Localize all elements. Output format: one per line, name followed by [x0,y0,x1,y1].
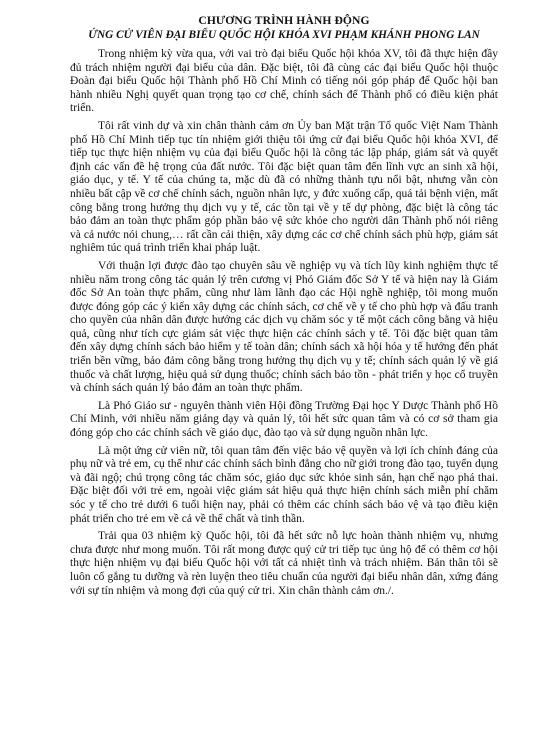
paragraph-6: Trải qua 03 nhiệm kỳ Quốc hội, tôi đã hết sức nỗ lực hoàn thành nhiệm vụ, nhưng chưa được như mong muốn. Tôi rất mong được quý cử tri tiếp tục ủng hộ để có thêm cơ hội thực hiện nhiệm vụ đại biểu Quốc hội với tất cả nhiệt tình và trách nhiệm. Bản thân tôi sẽ luôn cố gắng tu dưỡng và rèn luyện theo tiêu chuẩn của người đại biểu nhân dân, xứng đáng với sự tín nhiệm và mong đợi của quý cử tri. Xin chân thành cảm ơn./. [70,530,498,597]
paragraph-3: Với thuận lợi được đào tạo chuyên sâu về nghiệp vụ và tích lũy kinh nghiệm thực tế nhiều năm trong công tác quản lý trên cương vị Phó Giám đốc Sở Y tế và hiện nay là Giám đốc Sở An toàn thực phẩm, cũng như làm lãnh đạo các Hội nghề nghiệp, tôi mong muốn được đóng góp các ý kiến xây dựng các chính sách, cơ chế về y tế cho phù hợp và đấu tranh cho quyền của nhân dân được hưởng các dịch vụ chăm sóc y tế một cách công bằng và hiệu quả, cũng như tích cực giám sát việc thực hiện các chính sách y tế. Tôi đặc biệt quan tâm đến xây dựng chính sách bảo hiểm y tế toàn dân; chính sách xã hội hóa y tế hướng đến phát triển bền vững, bảo đảm công bằng trong hưởng thụ dịch vụ y tế; chính sách quản lý về giá thuốc và chất lượng, hiệu quả sử dụng thuốc; chính sách bảo tồn - phát triển y học cổ truyền và chính sách quản lý bảo đảm an toàn thực phẩm. [70,259,498,395]
document-subtitle: ỨNG CỬ VIÊN ĐẠI BIỂU QUỐC HỘI KHÓA XVI PHẠM KHÁNH PHONG LAN [88,29,480,41]
document-title: CHƯƠNG TRÌNH HÀNH ĐỘNG [198,14,370,27]
paragraph-1: Trong nhiệm kỳ vừa qua, với vai trò đại biểu Quốc hội khóa XV, tôi đã thực hiện đầy đủ trách nhiệm người đại biểu của dân. Đặc biệt, tôi đã cùng các đại biểu Quốc hội thuộc Đoàn đại biểu Quốc hội Thành phố Hồ Chí Minh có tiếng nói góp pháp để Quốc hội ban hành nhiều Nghị quyết quan trọng tạo cơ chế, chính sách để Thành phố có điều kiện phát triển. [70,48,498,115]
paragraph-4: Là Phó Giáo sư - nguyên thành viên Hội đồng Trường Đại học Y Dược Thành phố Hồ Chí Minh, với nhiều năm giảng dạy và quản lý, tôi hết sức quan tâm và có cơ sở tham gia đóng góp cho các chính sách về giáo dục, đào tạo và sử dụng nguồn nhân lực. [70,399,498,440]
paragraph-2: Tôi rất vinh dự và xin chân thành cảm ơn Ủy ban Mặt trận Tổ quốc Việt Nam Thành phố Hồ Chí Minh tiếp tục tín nhiệm giới thiệu tôi ứng cử đại biểu Quốc hội khóa XVI, để tiếp tục thực hiện nhiệm vụ của đại biểu Quốc hội là công tác lập pháp, giám sát và quyết định các vấn đề hệ trọng của đất nước. Tôi đặc biệt quan tâm đến lĩnh vực an sinh xã hội, giáo dục, y tế. Y tế của chúng ta, mặc dù đã có những thành tựu nổi bật, nhưng vẫn còn nhiều bất cập về cơ chế chính sách, nguồn nhân lực, y đức xuống cấp, quá tải bệnh viện, mất công bằng trong hưởng thụ dịch vụ y tế, các tồn tại về y tế dự phòng, đặc biệt là công tác bảo đảm an toàn thực phẩm góp phần bảo vệ sức khỏe cho người dân Thành phố nói riêng và cả nước nói chung,… rất cần cải thiện, xây dựng các cơ chế chính sách phù hợp, giám sát nghiêm túc quá trình triển khai pháp luật. [70,119,498,255]
paragraph-5: Là một ứng cử viên nữ, tôi quan tâm đến việc bảo vệ quyền và lợi ích chính đáng của phụ nữ và trẻ em, cụ thể như các chính sách bình đẳng cho nữ giới trong đào tạo, tuyển dụng và đãi ngộ; chú trọng công tác chăm sóc, giáo dục sức khỏe sinh sản, hạn chế nạo phá thai. Đặc biệt đối với trẻ em, ngoài việc giám sát hiệu quả thực hiện chính sách miễn phí chăm sóc y tế cho trẻ dưới 6 tuổi hiện nay, phải có thêm các chính sách bảo vệ và tạo điều kiện phát triển cho trẻ em về cả về thể chất và tinh thần. [70,444,498,525]
